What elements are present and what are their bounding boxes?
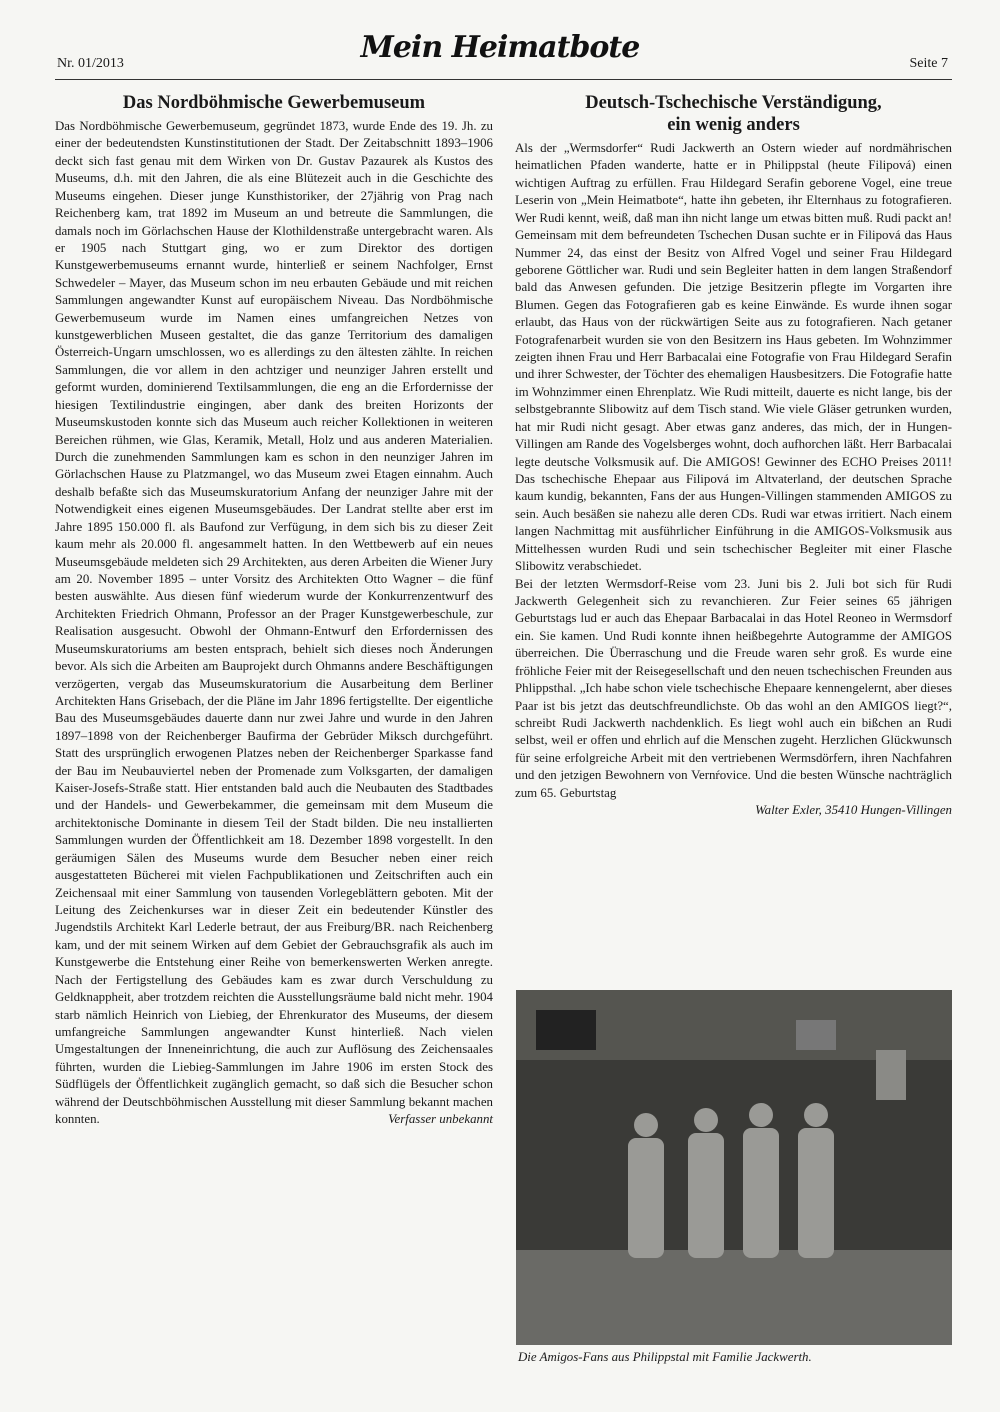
- issue-number: Nr. 01/2013: [57, 56, 124, 71]
- left-article-body: Das Nordböhmische Gewerbemuseum, gegründet 1873, wurde Ende des 19. Jh. zu einer der bedeutendsten Kunstinstitutionen der Stadt. Der Zeitabschnitt 1893–1906 deckt sich fast genau mit dem Wirken von Dr. Gustav Pazaurek als Kustos des Museums, d.h. mit den Jahren, die als eine Blütezeit auch in die Geschichte des Museums eingehen. Dieser junge Kunsthistoriker, der 27jährig von Prag nach Reichenberg kam, trat 1892 im Museum an und betreute die Sammlungen, die damals noch im Görlachschen Hause der Klothildenstraße untergebracht waren. Als er 1905 nach Stuttgart ging, wo er zum Direktor des dortigen Kunstgewerbemuseums ernannt wurde, hinterließ er seinem Nachfolger, Ernst Schwedeler – Mayer, das Museum schon im neu erbauten Gebäude und mit reichen Sammlungen angewandter Kunst auf europäischem Niveau. Das Nordböhmische Gewerbemuseum wurde im Namen eines umfangreichen Netzes von kunstgewerblichen Museen gestaltet, die das ganze Territorium des damaligen Österreich-Ungarn umschlossen, wo es allerdings zu den ältesten zählte. In reichen Sammlungen, die vor allem in den achtziger und neunziger Jahren erstellt und geformt wurden, dominierend Textilsammlungen, die eng an die Erfordernisse der hiesigen Textilindustrie eingingen, aber dank des breiten Horizonts der Museumskustoden konnte sich das Museum auch reicher Kollektionen in weiteren Bereichen rühmen, wie Glas, Keramik, Metall, Holz und aus anderen Materialien. Durch die zunehmenden Sammlungen kam es schon in den neunziger Jahren im Görlachschen Hause zu Platzmangel, wo das Museum zwei Etagen einnahm. Auch deshalb befaßte sich das Museumskuratorium Anfang der neunziger Jahre mit der Notwendigkeit eines eigenen Museumsgebäudes. Der Landrat stellte aber erst im Jahre 1895 150.000 fl. als Baufond zur Verfügung, in dem sich bis zu dieser Zeit kaum mehr als 20.000 fl. angesammelt hatten. In den Wettbewerb auf ein neues Museumsgebäude meldeten sich 29 Architekten, aus deren Arbeiten die Wiener Jury am 20. November 1895 – unter Vorsitz des Architekten Otto Wagner – die fünf besten auswählte. Aus diesen fünf wiederum wurde der Konkurrenzentwurf des Architekten Friedrich Ohmann, Professor an der Prager Kunstgewerbeschule, zur Realisation ausgesucht. Obwohl der Ohmann-Entwurf den Erfordernissen des Museumskuratoriums am besten entsprach, behielt sich dieses noch Änderungen bevor. Als sich die Arbeiten am Bauprojekt durch Ohmanns andere Beschäftigungen verzögerten, vergab das Museumskuratorium die Ausarbeitung dem Berliner Architekten Hans Grisebach, der die Pläne im Jahr 1896 fertigstellte. Der eigentliche Bau des Museumsgebäudes dauerte dann nur zwei Jahre und wurde in den Jahren 1897–1898 von der Reichenberger Baufirma der Gebrüder Miksch durchgeführt. Statt des ursprünglich erwogenen Platzes neben der Reichenberger Sparkasse fand der Bau im Neubauviertel neben der Promenade zum Volksgarten, der damaligen Kaiser-Josefs-Straße statt. Hier entstanden bald auch die Neubauten des Stadtbades und der Handels- und Gewerbekammer, die gemeinsam mit dem Museum die architektonische Dominante in diesem Teil der Stadt bilden. Die neu installierten Sammlungen wurden der Öffentlichkeit am 18. Dezember 1898 vorgestellt. In den geräumigen Sälen des Museums wurde dem Besucher neben einer reich ausgestatteten Bücherei mit vielen Fachpublikationen und Zeitschriften auch ein Zeichensaal mit einer Sammlung von tausenden Vorlegeblättern geboten. Mit der Leitung des Zeichenkurses war in dieser Zeit ein bedeutender Künstler des Jugendstils Architekt Karl Lederle betraut, der aus Freiburg/BR. nach Reichenberg kam, und der mit seinem Wirken auf dem Gebiet der Gebrauchsgrafik als auch im Kunstgewerbe die Entstehung einer Reihe von bemerkenswerten Werken anregte. Nach der Fertigstellung des Gebäudes kam es zwar durch Verschuldung zu Geldknappheit, aber trotzdem reichten die Ausstellungsräume bald nicht mehr. 1904 starb nämlich Heinrich von Liebieg, der Ehrenkurator des Museums, der diesem umfangreiche Sammlungen angewandter Kunst hinterließ. Nach vielen Umgestaltungen der Inneneinrichtung, die auch zur Auflösung des Zeichensaales führten, wurden die Liebieg-Sammlungen im Jahre 1906 im ersten Stock des Südflügels der Öffentlichkeit zugänglich gemacht, so daß sich die Besucher schon während der Deutschböhmischen Ausstellung mit dieser Sammlung bekannt machen konnten. Verfasser unbekannt: [55, 118, 493, 1128]
- left-article-title: Das Nordböhmische Gewerbemuseum: [122, 93, 426, 113]
- photo-illustration: [516, 990, 952, 1345]
- right-article-title-line2: ein wenig anders: [667, 115, 800, 135]
- photo-caption: Die Amigos-Fans aus Philippstal mit Familie Jackwerth.: [518, 1350, 812, 1364]
- right-article-title-line1: Deutsch-Tschechische Verständigung,: [585, 93, 882, 113]
- masthead-logo: Mein Heimatbote: [360, 30, 640, 65]
- right-article: [515, 92, 952, 819]
- right-article-para2: Bei der letzten Wermsdorf-Reise vom 23. Juni bis 2. Juli bot sich für Rudi Jackwerth Gelegenheit sich zu revanchieren. Zur Feier seines 65 jährigen Geburtstags lud er auch das Ehepaar Barbacalai in das Hotel Reoneo in Wermsdorf ein. Sie kamen. Und Rudi konnte ihnen heißbegehrte Autogramme der AMIGOS überreichen. Die Überraschung und die Freude waren sehr groß. Es wurde eine fröhliche Feier mit der Reisegesellschaft und den neuen tschechischen Freunden aus Phlippsthal. „Ich habe schon viele tschechische Ehepaare kennengelernt, aber dieses Paar ist bis jetzt das deutschfreundlichste. Ob das wohl an den AMIGOS liegt?“, schreibt Rudi Jackwerth nachdenklich. Es liegt wohl auch ein bißchen an Rudi selbst, weil er offen und ehrlich auf die Menschen zugeht. Herzlichen Glückwunsch für seine erfolgreiche Arbeit mit den vertriebenen Wermsdörfern, ihren Nachfahren und den jetzigen Bewohnern von Vernŕovice. Und die besten Wünsche nachträglich zum 65. Geburtstag: [515, 576, 952, 800]
- group-photo: [516, 990, 952, 1345]
- header-rule: [55, 79, 952, 80]
- left-article-author: Verfasser unbekannt: [388, 1112, 493, 1127]
- page-number: Seite 7: [909, 56, 948, 71]
- right-article-author: Walter Exler, 35410 Hungen-Villingen: [755, 803, 952, 818]
- left-article: [55, 92, 493, 1128]
- right-article-para1: Als der „Wermsdorfer“ Rudi Jackwerth an Ostern wieder auf nordmährischen heimatlichen Pfaden wanderte, hatte er in Philippstal (heute Filipová) einen wichtigen Auftrag zu erfüllen. Frau Hildegard Serafin geborene Vogel, eine treue Leserin von „Mein Heimatbote“, hatte ihn gebeten, ihr Elternhaus zu fotografieren. Wer Rudi kennt, weiß, daß man ihn nicht lange um etwas bitten muß. Rudi packt an! Gemeinsam mit dem befreundeten Tschechen Dusan suchte er in Filipová das Haus Nummer 24, das einst der Besitz von Alfred Vogel und seiner Frau Hildegard geborene Göttlicher war. Rudi und sein Begleiter hatten in dem langen Straßendorf bald das Anwesen gefunden. Die jetzige Besitzerin pflegte im Vorgarten ihre Blumen. Gegen das Fotografieren gab es keine Einwände. Es wurde ihnen sogar erlaubt, das Haus von der rückwärtigen Seite aus zu fotografieren. Nach getaner Fotografenarbeit wurden sie von den Besitzern ins Haus gebeten. Im Wohnzimmer zeigten ihnen Frau und Herr Barbacalai eine Fotografie von Frau Hildegard Serafin und ihrer Schwester, der Töchter des ehemaligen Hausbesitzers. Die Fotografie hatte im Wohnzimmer einen Ehrenplatz. Wie Rudi mitteilt, dauerte es nicht lange, bis der selbstgebrannte Slibowitz auf dem Tisch stand. Wie viele Gläser getrunken wurden, hat mir Rudi nicht gesagt. Aber etwas ganz anderes, das mich, der in Hungen-Villingen am Rande des Vogelsberges wohnt, doch aufhorchen läßt. Herr Barbacalai legte deutsche Volksmusik auf. Die AMIGOS! Gewinner des ECHO Preises 2011! Das tschechische Ehepaar aus Filipová im Altvaterland, der deutschen Sprache kaum kundig, bekannten, Fans der aus Hungen-Villingen stammenden AMIGOS zu sein. Auch besäßen sie nahezu alle deren CDs. Rudi war etwas irritiert. Nach einem langen Nachmittag mit ausführlicher Einführung in die AMIGOS-Volksmusik aus Mittelhessen wurden Rudi und sein tschechischer Begleiter mit einer Flasche Slibowitz verabschiedet.: [515, 141, 952, 574]
